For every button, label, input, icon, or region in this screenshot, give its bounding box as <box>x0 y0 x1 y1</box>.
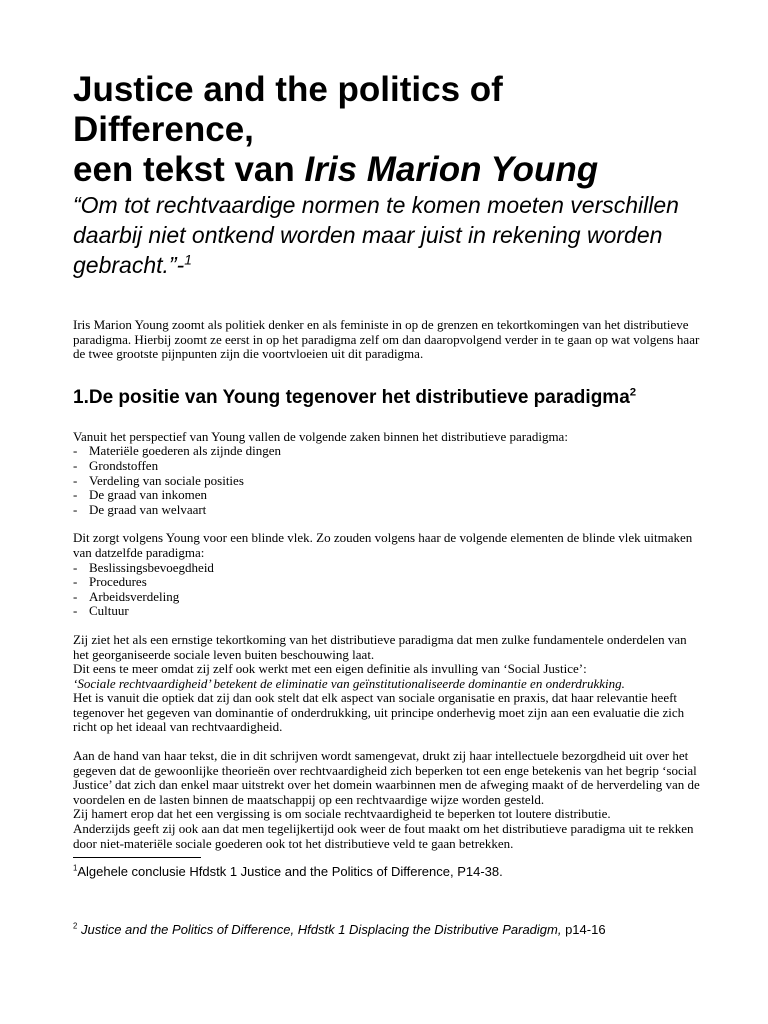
list-item: - Grondstoffen <box>73 457 159 473</box>
quote-text: “Om tot rechtvaardige normen te komen moeten verschillen daarbij niet ontkend worden maar juist in rekening worden gebracht.”- <box>73 192 679 278</box>
title-author: Iris Marion Young <box>304 150 599 189</box>
list-item: - Verdeling van sociale posities <box>73 472 244 488</box>
section-body <box>73 430 703 851</box>
document-page <box>73 70 703 938</box>
included-items-list <box>73 444 703 517</box>
footnote-1 <box>73 864 703 880</box>
document-title <box>73 70 703 190</box>
list-item: - Procedures <box>73 574 147 590</box>
footnote-2-italic: Justice and the Politics of Difference, Hfdstk 1 Displacing the Distributive Paradigm, <box>80 922 562 938</box>
list-item: - Cultuur <box>73 603 129 619</box>
footnote-1-mark: 1 <box>73 863 78 873</box>
footnote-2-mark: 2 <box>73 921 78 931</box>
paragraph-3a: Zij ziet het als een ernstige tekortkoming van het distributieve paradigma dat men zulke fundamentele onderdelen van het georganiseerde sociale leven buiten beschouwing laat. <box>73 631 687 662</box>
epigraph-quote <box>73 190 703 280</box>
footnote-2-rest: p14-16 <box>561 922 606 938</box>
definition-quote: ‘Sociale rechtvaardigheid’ betekent de eliminatie van geïnstitutionaliseerde dominantie en onderdrukking. <box>73 675 625 691</box>
footnote-2 <box>73 922 703 938</box>
paragraph-1: Vanuit het perspectief van Young vallen de volgende zaken binnen het distributieve paradigma: <box>73 428 568 444</box>
title-line-3-prefix: een tekst van <box>73 150 305 189</box>
intro-paragraph: Iris Marion Young zoomt als politiek denker en als feministe in op de grenzen en tekortkomingen van het distributieve paradigma. Hierbij zoomt ze eerst in op het paradigma zelf om dan daaropvolgend verder in te gaan op wat volgens haar de twee grootste pijnpunten zijn die voortvloeien uit dit paradigma. <box>73 317 700 362</box>
title-line-1: Justice and the politics of <box>73 70 503 109</box>
list-item: - De graad van welvaart <box>73 501 207 517</box>
footnote-divider <box>73 857 201 858</box>
list-item: - Arbeidsverdeling <box>73 588 180 604</box>
paragraph-3d: Het is vanuit die optiek dat zij dan ook stelt dat elk aspect van sociale organisatie en praxis, dat haar relevantie heeft tegenover het gegeven van dominantie of onderdrukking, uit principe onderhevig moet zijn aan een evaluatie die zich richt op het ideaal van rechtvaardigheid. <box>73 690 685 735</box>
section-heading <box>73 386 703 410</box>
paragraph-4c: Anderzijds geeft zij ook aan dat men tegelijkertijd ook weer de fout maakt om het distributieve paradigma uit te rekken door niet-materiële sociale goederen ook tot het distributieve veld te gaan betrekken. <box>73 821 694 851</box>
paragraph-3b: Dit eens te meer omdat zij zelf ook werkt met een eigen definitie als invulling van ‘Social Justice’: <box>73 661 587 677</box>
paragraph-4a: Aan de hand van haar tekst, die in dit schrijven wordt samengevat, drukt zij haar intellectuele bezorgdheid uit over het gegeven dat de gewoonlijke theorieën over rechtvaardigheid zich beperken tot een enge betekenis van het begrip ‘social Justice’ dat zich dan enkel maar uitstrekt over het domein waarbinnen men de afweging maakt of de herverdeling van de voordelen en de lasten binnen de maatschappij op een rechtvaardige wijze worden gesteld. <box>73 748 700 807</box>
list-item: - De graad van inkomen <box>73 487 208 503</box>
paragraph-2: Dit zorgt volgens Young voor een blinde vlek. Zo zouden volgens haar de volgende elementen de blinde vlek uitmaken van datzelfde paradigma: <box>73 530 693 560</box>
quote-footnote-ref[interactable]: 1 <box>184 252 192 268</box>
list-item: - Materiële goederen als zijnde dingen <box>73 443 282 459</box>
list-item: - Beslissingsbevoegdheid <box>73 559 214 575</box>
section-footnote-ref[interactable]: 2 <box>629 386 637 399</box>
title-line-2: Difference, <box>73 110 254 149</box>
paragraph-4b: Zij hamert erop dat het een vergissing is om sociale rechtvaardigheid te beperken tot loutere distributie. <box>73 806 611 822</box>
blind-spot-list <box>73 561 703 619</box>
footnote-1-text: Algehele conclusie Hfdstk 1 Justice and the Politics of Difference, P14-38. <box>77 864 503 880</box>
section-heading-text: 1.De positie van Young tegenover het distributieve paradigma <box>73 386 630 408</box>
